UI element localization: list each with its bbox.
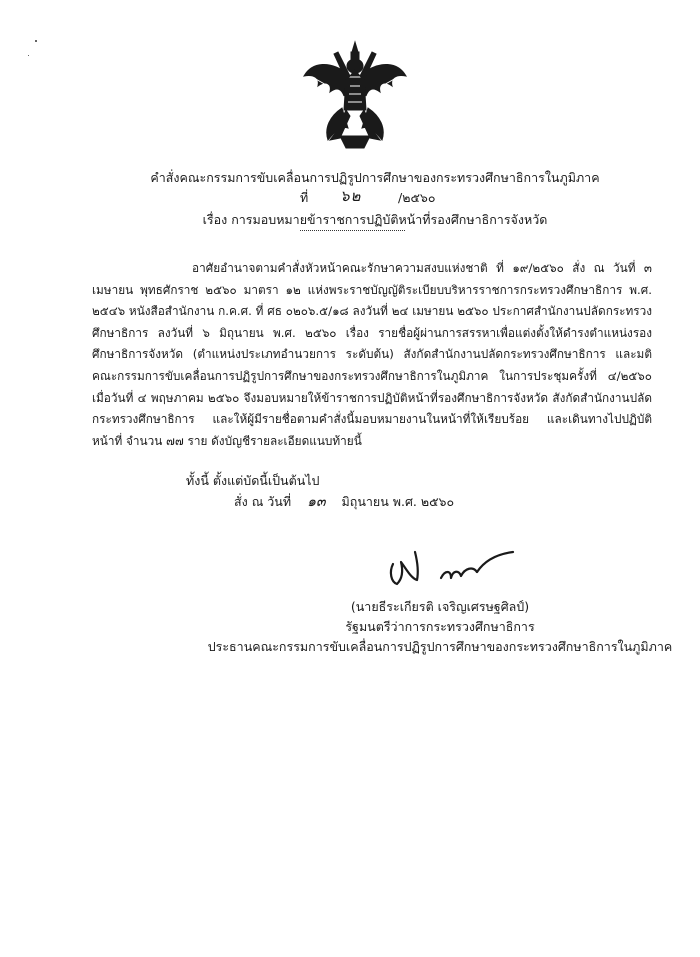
order-number-year: /๒๕๖๐ (398, 190, 436, 205)
order-number-label: ที่ (300, 190, 309, 205)
dotted-divider (300, 230, 405, 231)
signer-position: รัฐมนตรีว่าการกระทรวงศึกษาธิการ (345, 619, 535, 634)
ordered-date-prefix: สั่ง ณ วันที่ (234, 494, 292, 509)
signer-name: (นายธีระเกียรติ เจริญเศรษฐศิลป์) (350, 599, 530, 614)
order-number-handwritten: ๖๒ (340, 187, 362, 205)
order-subject: เรื่อง การมอบหมายข้าราชการปฏิบัติหน้าที่รองศึกษาธิการจังหวัด (202, 212, 548, 227)
order-body (92, 258, 652, 452)
signer-role: ประธานคณะกรรมการขับเคลื่อนการปฏิรูปการศึกษาของกระทรวงศึกษาธิการในภูมิภาค (207, 639, 673, 654)
body-paragraph: อาศัยอำนาจตามคำสั่งหัวหน้าคณะรักษาความสงบแห่งชาติ ที่ ๑๙/๒๕๖๐ สั่ง ณ วันที่ ๓ เมษายน พุทธศักราช ๒๕๖๐ มาตรา ๑๒ แห่งพระราชบัญญัติระเบียบบริหารราชการกระทรวงศึกษาธิการ พ.ศ. ๒๕๔๖ หนังสือสำนักงาน ก.ค.ศ. ที่ ศธ ๐๒๐๖.๕/๑๘ ลงวันที่ ๒๔ เมษายน ๒๕๖๐ ประกาศสำนักงานปลัดกระทรวงศึกษาธิการ ลงวันที่ ๖ มิถุนายน พ.ศ. ๒๕๖๐ เรื่อง รายชื่อผู้ผ่านการสรรหาเพื่อแต่งตั้งให้ดำรงตำแหน่งรองศึกษาธิการจังหวัด (ตำแหน่งประเภทอำนวยการ ระดับต้น) สังกัดสำนักงานปลัดกระทรวงศึกษาธิการ และมติคณะกรรมการขับเคลื่อนการปฏิรูปการศึกษาของกระทรวงศึกษาธิการในภูมิภาค ในการประชุมครั้งที่ ๔/๒๕๖๐ เมื่อวันที่ ๔ พฤษภาคม ๒๕๖๐ จึงมอบหมายให้ข้าราชการปฏิบัติหน้าที่รองศึกษาธิการจังหวัด สังกัดสำนักงานปลัดกระทรวงศึกษาธิการ และให้ผู้มีรายชื่อตามคำสั่งนี้มอบหมายงานในหน้าที่ให้เรียบร้อย และเดินทางไปปฏิบัติหน้าที่ จำนวน ๗๗ ราย ดังบัญชีรายละเอียดแนบท้ายนี้ (92, 261, 652, 448)
ordered-date-day: ๑๓ (307, 494, 326, 510)
scan-speck (28, 55, 29, 56)
ordered-date (234, 491, 454, 513)
scan-speck (35, 40, 37, 42)
effective-clause: ทั้งนี้ ตั้งแต่บัดนี้เป็นต้นไป (186, 473, 320, 488)
ordered-date-suffix: มิถุนายน พ.ศ. ๒๕๖๐ (341, 494, 455, 509)
garuda-emblem-icon (300, 40, 410, 152)
order-title: คำสั่งคณะกรรมการขับเคลื่อนการปฏิรูปการศึกษาของกระทรวงศึกษาธิการในภูมิภาค (150, 170, 600, 185)
handwritten-signature (385, 540, 525, 590)
